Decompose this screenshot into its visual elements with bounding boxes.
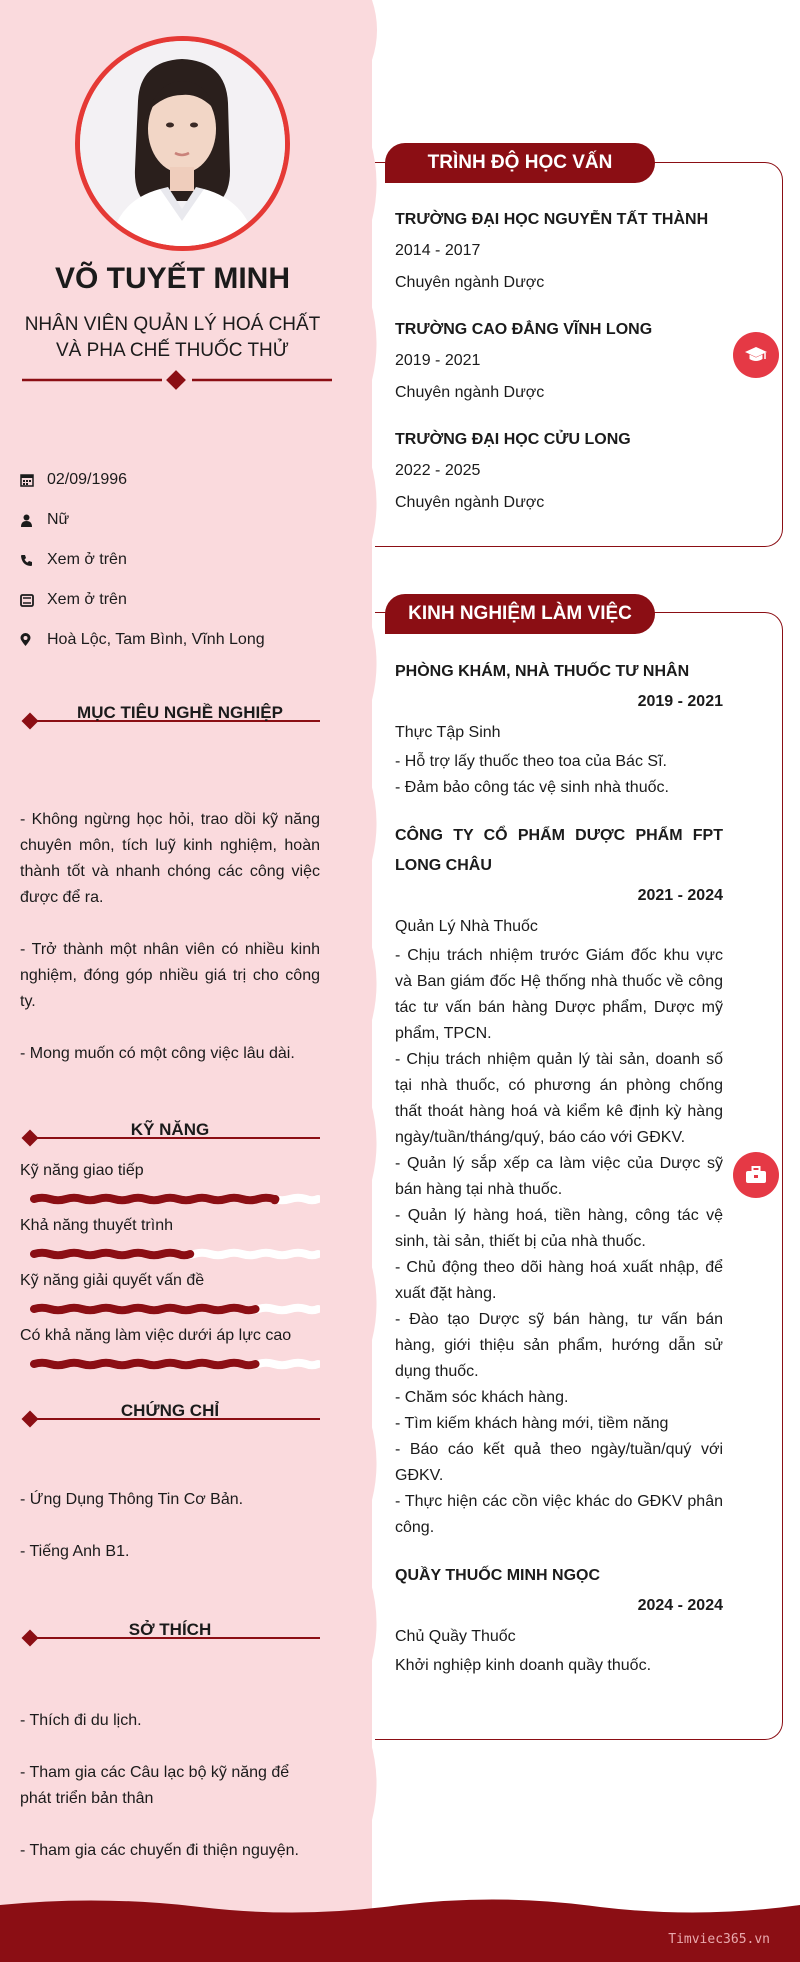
education-title: TRÌNH ĐỘ HỌC VẤN: [385, 143, 655, 183]
skill-name: Khả năng thuyết trình: [20, 1217, 173, 1234]
job-title: [20, 312, 325, 364]
skill-bar-fill: [34, 1253, 190, 1256]
contact-address-text: Hoà Lộc, Tam Bình, Vĩnh Long: [47, 631, 265, 648]
experience-detail: - Báo cáo kết quả theo ngày/tuần/quý với GĐKV.: [395, 1441, 723, 1484]
contact-gender: [20, 500, 340, 540]
hobby-item: - Tham gia các Câu lạc bộ kỹ năng để phát triển bản thân: [20, 1764, 290, 1807]
contact-email-text: Xem ở trên: [47, 591, 127, 608]
experience-detail: - Tìm kiếm khách hàng mới, tiềm năng: [395, 1415, 669, 1432]
phone-icon: [20, 554, 47, 567]
education-school: TRƯỜNG ĐẠI HỌC CỬU LONG: [395, 431, 631, 448]
experience-period: 2021 - 2024: [637, 887, 723, 904]
experience-item: [395, 657, 723, 801]
contact-gender-text: Nữ: [47, 511, 70, 528]
hobbies-title-text: SỞ THÍCH: [128, 1620, 212, 1639]
hobby-item: - Thích đi du lịch.: [20, 1712, 142, 1729]
objective-paragraph-1: - Không ngừng học hỏi, trao dồi kỹ năng chuyên môn, tích luỹ kinh nghiệm, hoàn thành tốt và nhanh chóng các công việc được để ra.: [20, 811, 320, 906]
job-title-line-2: VÀ PHA CHẾ THUỐC THỬ: [55, 340, 289, 361]
education-item: [395, 425, 725, 519]
objective-title-text: MỤC TIÊU NGHỀ NGHIỆP: [77, 703, 283, 722]
experience-detail: - Hỗ trợ lấy thuốc theo toa của Bác Sĩ.: [395, 753, 667, 770]
section-hobbies: [20, 1620, 320, 1864]
experience-detail: - Chủ động theo dõi hàng hoá xuất nhập, để xuất đặt hàng.: [395, 1259, 723, 1302]
education-school: TRƯỜNG ĐẠI HỌC NGUYỄN TẤT THÀNH: [395, 211, 709, 228]
calendar-icon: [20, 473, 47, 487]
avatar: [75, 36, 290, 251]
section-certificates: [20, 1401, 320, 1565]
experience-company: QUẦY THUỐC MINH NGỌC: [395, 1567, 601, 1584]
objective-paragraph-3: - Mong muốn có một công việc lâu dài.: [20, 1045, 295, 1062]
email-icon: [20, 594, 47, 607]
education-major: Chuyên ngành Dược: [395, 274, 545, 291]
skill-bar-fill: [34, 1308, 256, 1311]
briefcase-icon: [733, 1152, 779, 1198]
certificates-title-text: CHỨNG CHỈ: [120, 1401, 220, 1420]
hobby-item: - Tham gia các chuyến đi thiện nguyện.: [20, 1842, 299, 1859]
skill-bar: [20, 1351, 320, 1377]
experience-list: [395, 657, 723, 1679]
experience-period: 2024 - 2024: [637, 1597, 723, 1614]
graduation-cap-icon: [733, 332, 779, 378]
education-years: 2014 - 2017: [395, 242, 481, 259]
contact-phone-text: Xem ở trên: [47, 551, 127, 568]
experience-detail: - Chịu trách nhiệm quản lý tài sản, doanh số tại nhà thuốc, có phương án phòng chống thất thoát hàng hoá và kiểm kê định kỳ hàng ngày/tuần/tháng/quý, báo cáo với GĐKV.: [395, 1051, 723, 1146]
experience-detail: Khởi nghiệp kinh doanh quầy thuốc.: [395, 1657, 652, 1674]
education-years: 2019 - 2021: [395, 352, 481, 369]
experience-item: [395, 1561, 723, 1679]
education-item: [395, 205, 725, 299]
skill-bar-fill: [34, 1363, 256, 1366]
experience-detail: - Quản lý hàng hoá, tiền hàng, công tác vệ sinh, tài sản, thiết bị của nhà thuốc.: [395, 1207, 723, 1250]
skill-name: Kỹ năng giao tiếp: [20, 1162, 144, 1179]
contact-list: [20, 460, 340, 660]
watermark: Timviec365.vn: [668, 1932, 770, 1947]
name-divider: [22, 370, 332, 390]
objective-paragraph-2: - Trở thành một nhân viên có nhiều kinh nghiệm, đóng góp nhiều giá trị cho công ty.: [20, 941, 320, 1010]
skill-bar: [20, 1296, 320, 1322]
contact-birthday: [20, 460, 340, 500]
experience-period: 2019 - 2021: [637, 693, 723, 710]
certificate-item: - Ứng Dụng Thông Tin Cơ Bản.: [20, 1491, 244, 1508]
experience-role: Chủ Quầy Thuốc: [395, 1628, 516, 1645]
experience-detail: - Chịu trách nhiệm trước Giám đốc khu vực và Ban giám đốc Hệ thống nhà thuốc về công tác tư vấn bán hàng Dược phẩm, Dược mỹ phẩm, TPCN.: [395, 947, 723, 1042]
education-list: [395, 205, 725, 519]
skill-bar: [20, 1186, 320, 1212]
education-school: TRƯỜNG CAO ĐẲNG VĨNH LONG: [395, 321, 653, 338]
education-major: Chuyên ngành Dược: [395, 384, 545, 401]
skills-title: [20, 1120, 320, 1144]
experience-detail: - Đào tạo Dược sỹ bán hàng, tư vấn bán hàng, giới thiệu sản phẩm, hướng dẫn sử dụng thuốc.: [395, 1311, 723, 1380]
experience-item: [395, 821, 723, 1541]
section-objective: [20, 703, 320, 1067]
skill-name: Kỹ năng giải quyết vấn đề: [20, 1272, 205, 1289]
experience-detail: - Thực hiện các cồn việc khác do GĐKV phân công.: [395, 1493, 723, 1536]
experience-role: Quản Lý Nhà Thuốc: [395, 918, 538, 935]
contact-email: [20, 580, 340, 620]
section-skills: [20, 1120, 320, 1382]
experience-company: CÔNG TY CỔ PHẨM DƯỢC PHẨM FPT LONG CHÂU: [395, 827, 723, 874]
contact-phone: [20, 540, 340, 580]
portrait-image: [80, 41, 285, 246]
skills-list: [20, 1162, 320, 1382]
certificate-item: - Tiếng Anh B1.: [20, 1543, 130, 1560]
education-years: 2022 - 2025: [395, 462, 481, 479]
experience-detail: - Đảm bảo công tác vệ sinh nhà thuốc.: [395, 779, 669, 796]
contact-birthday-text: 02/09/1996: [47, 471, 128, 488]
user-icon: [20, 514, 47, 527]
experience-role: Thực Tập Sinh: [395, 724, 501, 741]
education-major: Chuyên ngành Dược: [395, 494, 545, 511]
skill-name: Có khả năng làm việc dưới áp lực cao: [20, 1327, 292, 1344]
objective-title: [20, 703, 320, 727]
education-item: [395, 315, 725, 409]
skill-bar-fill: [34, 1198, 275, 1201]
location-icon: [20, 633, 47, 647]
experience-title: KINH NGHIỆM LÀM VIỆC: [385, 594, 655, 634]
hobbies-title: [20, 1620, 320, 1644]
bottom-wave-decoration: [0, 1895, 800, 1962]
contact-address: [20, 620, 340, 660]
experience-detail: - Chăm sóc khách hàng.: [395, 1389, 569, 1406]
certificates-title: [20, 1401, 320, 1425]
person-name: VÕ TUYẾT MINH: [54, 262, 290, 295]
experience-detail: - Quản lý sắp xếp ca làm việc của Dược sỹ bán hàng tại nhà thuốc.: [395, 1155, 723, 1198]
job-title-line-1: NHÂN VIÊN QUẢN LÝ HOÁ CHẤT: [24, 314, 321, 335]
experience-company: PHÒNG KHÁM, NHÀ THUỐC TƯ NHÂN: [395, 663, 690, 680]
skill-bar: [20, 1241, 320, 1267]
skills-title-text: KỸ NĂNG: [130, 1120, 210, 1139]
